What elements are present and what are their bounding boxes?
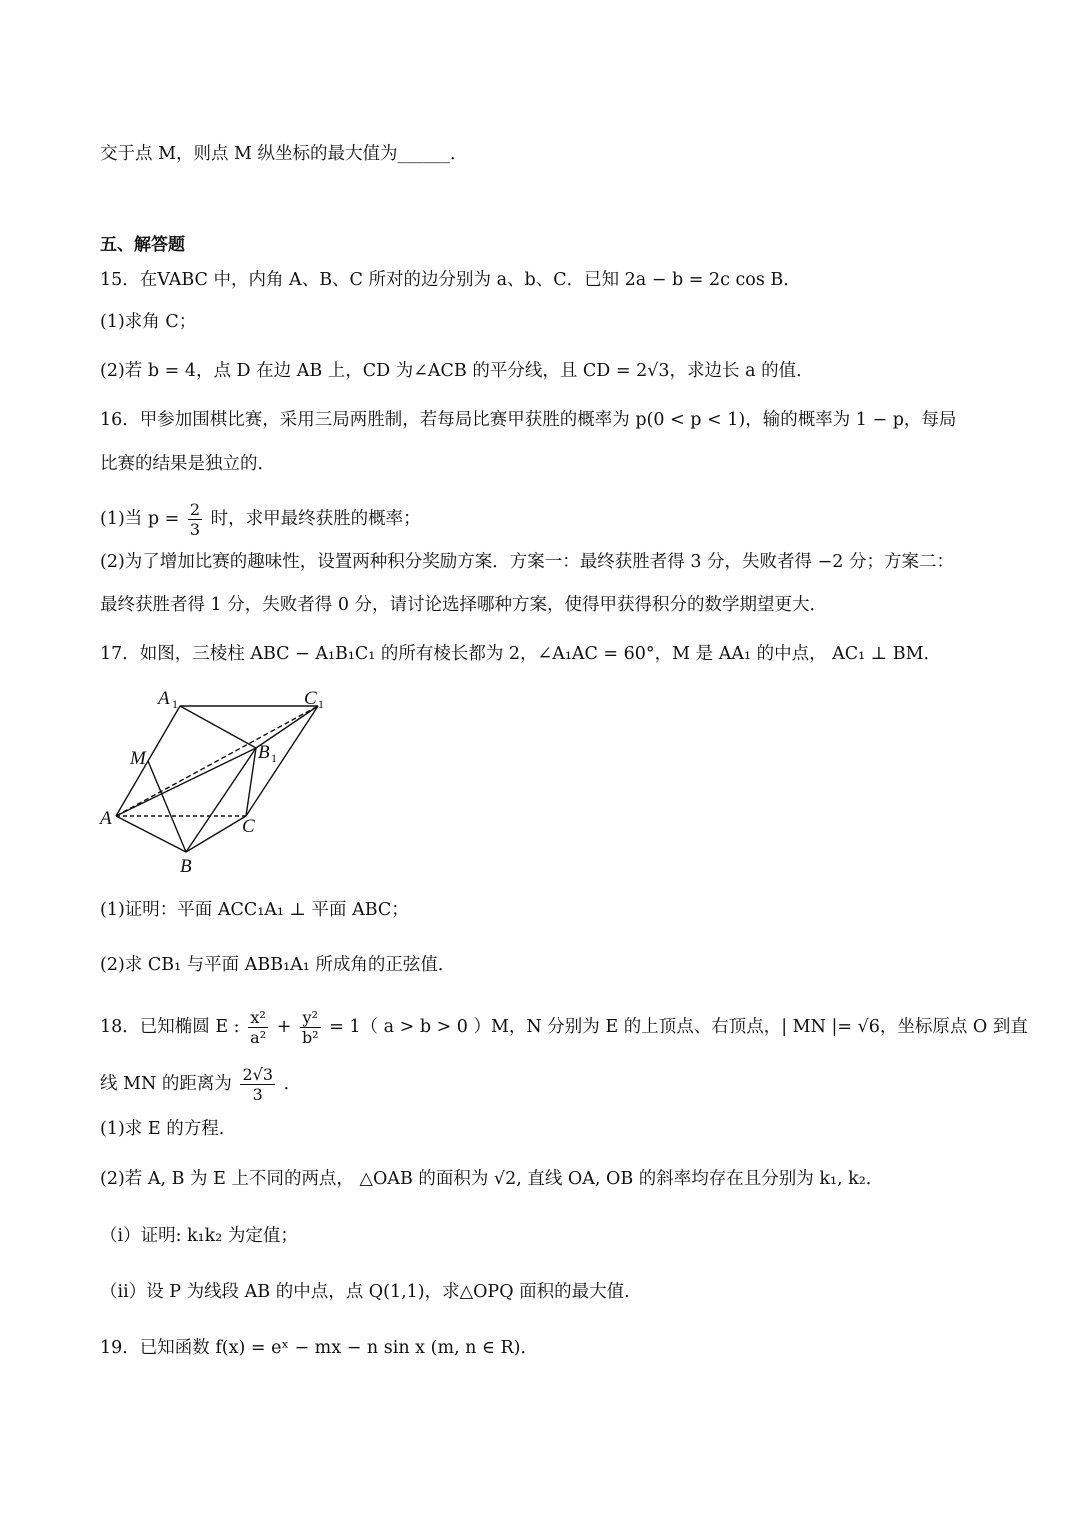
q14-tail-text: 交于点 M，则点 M 纵坐标的最大值为______． <box>100 144 468 164</box>
fraction-numerator: y² <box>300 1008 321 1028</box>
q18-stem-pre: 18．已知椭圆 E : <box>100 1017 240 1037</box>
label-b1: B <box>258 742 270 763</box>
fraction-two-thirds <box>188 500 202 539</box>
edge-c-b1 <box>246 748 256 816</box>
label-m: M <box>130 748 146 769</box>
q16-part2: (2)为了增加比赛的趣味性，设置两种积分奖励方案．方案一：最终获胜者得 3 分，失败者得 −2 分；方案二： <box>100 552 954 572</box>
fraction-2sqrt3-3 <box>240 1065 275 1104</box>
plus-sign: + <box>276 1017 292 1037</box>
q16-stem: 16．甲参加围棋比赛，采用三局两胜制，若每局比赛甲获胜的概率为 p(0 < p < 1)，输的概率为 1 − p，每局 <box>100 410 957 430</box>
label-a1-sub: 1 <box>172 697 178 711</box>
fraction-numerator: 2√3 <box>242 1065 273 1084</box>
q18-part2: (2)若 A, B 为 E 上不同的两点， △OAB 的面积为 √2, 直线 OA, OB 的斜率均存在且分别为 k₁, k₂． <box>100 1169 884 1189</box>
edge-c1-c <box>246 706 318 816</box>
q15-part2: (2)若 b = 4，点 D 在边 AB 上，CD 为∠ACB 的平分线，且 CD = 2√3，求边长 a 的值． <box>100 361 814 381</box>
label-b: B <box>180 856 192 876</box>
label-b1-sub: 1 <box>271 751 277 765</box>
fraction-numerator: x² <box>248 1008 268 1028</box>
q19-stem: 19．已知函数 f(x) = eˣ − mx − n sin x (m, n ∈ R)． <box>100 1338 539 1358</box>
fraction-x2-a2 <box>248 1008 268 1047</box>
q16-part1-post: 时，求甲最终获胜的概率； <box>210 509 421 529</box>
edge-a-b <box>116 816 186 852</box>
hidden-segment-a-c1 <box>116 706 318 816</box>
fraction-denominator: 3 <box>189 520 201 539</box>
fraction-y2-b2 <box>300 1008 321 1047</box>
q16-part2-cont: 最终获胜者得 1 分，失败者得 0 分，请讨论选择哪种方案，使得甲获得积分的数学期望更大． <box>100 595 828 615</box>
label-c: C <box>242 816 255 837</box>
q18-cont-pre: 线 MN 的距离为 <box>100 1074 232 1094</box>
label-c1-sub: 1 <box>318 697 324 711</box>
label-a: A <box>100 808 112 829</box>
q16-stem-cont: 比赛的结果是独立的． <box>100 454 275 474</box>
section-heading: 五、解答题 <box>100 235 185 255</box>
q15-part1: (1)求角 C； <box>100 312 197 332</box>
fraction-numerator: 2 <box>189 500 201 519</box>
q18-part2-i: （i）证明: k₁k₂ 为定值； <box>100 1226 298 1246</box>
segment-m-b <box>148 761 186 852</box>
q17-part1: (1)证明：平面 ACC₁A₁ ⊥ 平面 ABC； <box>100 900 409 920</box>
q16-part1-pre: (1)当 p = <box>100 509 180 529</box>
q18-part2-ii: （ii）设 P 为线段 AB 的中点，点 Q(1,1)，求△OPQ 面积的最大值. <box>100 1282 630 1302</box>
edge-b-c <box>186 816 246 852</box>
q17-stem: 17．如图，三棱柱 ABC − A₁B₁C₁ 的所有棱长都为 2，∠A₁AC = 60°，M 是 AA₁ 的中点， AC₁ ⊥ BM． <box>100 644 942 664</box>
q18-part1: (1)求 E 的方程. <box>100 1119 225 1139</box>
fraction-denominator: 3 <box>252 1085 263 1104</box>
fraction-denominator: b² <box>301 1028 319 1047</box>
q15-stem: 15．在VABC 中，内角 A、B、C 所对的边分别为 a、b、C．已知 2a − b = 2c cos B． <box>100 270 801 290</box>
q18-cont-post: ． <box>283 1074 302 1094</box>
q17-part2: (2)求 CB₁ 与平面 ABB₁A₁ 所成角的正弦值． <box>100 955 456 975</box>
label-a1: A <box>158 688 170 709</box>
prism-figure <box>96 686 336 876</box>
fraction-denominator: a² <box>250 1028 267 1047</box>
edge-a1-b1 <box>180 706 256 748</box>
label-c1: C <box>304 688 317 709</box>
q18-stem-post: = 1（ a > b > 0 ）M，N 分别为 E 的上顶点、右顶点，| MN |= √6，坐标原点 O 到直 <box>329 1017 1028 1037</box>
q18-stem <box>100 1008 1028 1047</box>
q18-stem-cont <box>100 1065 984 1104</box>
q16-part1 <box>100 500 984 539</box>
